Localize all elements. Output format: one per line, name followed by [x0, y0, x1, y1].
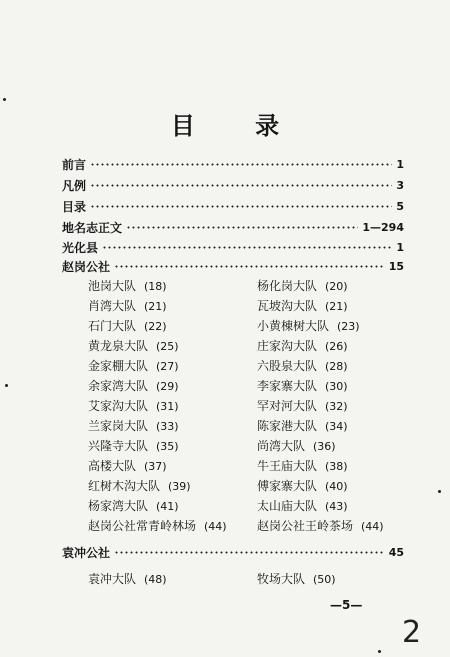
sub-entry[interactable] [257, 377, 348, 395]
sub-page: (35) [156, 440, 179, 453]
toc-entry[interactable] [62, 197, 404, 215]
toc-label: 目录 [62, 199, 87, 214]
toc-page: 3 [396, 178, 404, 192]
sub-entry[interactable] [88, 497, 179, 515]
sub-page: (20) [325, 280, 348, 293]
sub-name: 金家棚大队 [88, 359, 149, 373]
sub-page: (40) [325, 480, 348, 493]
sub-page: (21) [144, 300, 167, 313]
page-title: 目 录 [170, 111, 306, 140]
sub-page: (34) [325, 420, 348, 433]
sub-page: (22) [144, 320, 167, 333]
sub-name: 高楼大队 [88, 459, 137, 473]
sub-name: 李家寨大队 [257, 379, 318, 393]
sub-name: 牛王庙大队 [257, 459, 318, 473]
sub-name: 石门大队 [88, 319, 137, 333]
sub-name: 庄家沟大队 [257, 339, 318, 353]
toc-page: 45 [388, 545, 404, 559]
dot-leader [90, 205, 392, 208]
scan-speck [378, 650, 381, 653]
sub-page: (48) [144, 573, 167, 586]
sub-name: 杨化岗大队 [257, 279, 318, 293]
sub-page: (43) [325, 500, 348, 513]
sub-entry[interactable] [88, 457, 167, 475]
sub-entry[interactable] [88, 377, 179, 395]
sub-entry[interactable] [88, 357, 179, 375]
sub-page: (44) [204, 520, 227, 533]
toc-entry[interactable] [62, 176, 404, 194]
sub-entry[interactable] [257, 297, 348, 315]
sub-name: 赵岗公社常青岭林场 [88, 519, 197, 533]
toc-page: 15 [388, 259, 404, 273]
sub-entry[interactable] [257, 517, 384, 535]
sub-entry[interactable] [257, 457, 348, 475]
sub-entry[interactable] [88, 477, 191, 495]
sub-entry[interactable] [88, 297, 167, 315]
sub-name: 兴隆寺大队 [88, 439, 149, 453]
sub-page: (26) [325, 340, 348, 353]
sub-entry[interactable] [88, 317, 167, 335]
sub-entry[interactable] [88, 570, 167, 588]
toc-entry[interactable] [62, 155, 404, 173]
toc-entry[interactable] [62, 257, 404, 275]
dot-leader [114, 551, 385, 554]
sub-page: (39) [168, 480, 191, 493]
toc-label: 袁冲公社 [62, 545, 111, 560]
sub-page: (28) [325, 360, 348, 373]
sub-page: (36) [313, 440, 336, 453]
sub-name: 肖湾大队 [88, 299, 137, 313]
sub-page: (29) [156, 380, 179, 393]
dot-leader [114, 265, 385, 268]
toc-page: 1 [396, 240, 404, 254]
sub-page: (44) [361, 520, 384, 533]
sub-entry[interactable] [88, 337, 179, 355]
sub-name: 六股泉大队 [257, 359, 318, 373]
sub-page: (23) [337, 320, 360, 333]
sub-page: (32) [325, 400, 348, 413]
dot-leader [90, 163, 392, 166]
sub-entry[interactable] [257, 477, 348, 495]
toc-label: 光化县 [62, 240, 99, 255]
sub-name: 陈家港大队 [257, 419, 318, 433]
sub-entry[interactable] [257, 337, 348, 355]
sub-entry[interactable] [257, 437, 336, 455]
scan-speck [5, 384, 8, 387]
toc-entry-yuanchong[interactable] [62, 543, 404, 561]
sub-page: (21) [325, 300, 348, 313]
sub-entry[interactable] [88, 517, 227, 535]
sub-name: 杨家湾大队 [88, 499, 149, 513]
toc-label: 地名志正文 [62, 220, 123, 235]
sub-entry[interactable] [257, 570, 336, 588]
sub-entry[interactable] [257, 317, 360, 335]
sub-name: 牧场大队 [257, 572, 306, 586]
toc-page: 5 [396, 199, 404, 213]
sub-page: (27) [156, 360, 179, 373]
sub-entry[interactable] [88, 417, 179, 435]
sub-page: (50) [313, 573, 336, 586]
sub-page: (38) [325, 460, 348, 473]
sub-page: (41) [156, 500, 179, 513]
sub-entry[interactable] [88, 397, 179, 415]
sub-name: 袁冲大队 [88, 572, 137, 586]
dot-leader [126, 226, 358, 229]
sub-entry[interactable] [257, 417, 348, 435]
sub-entry[interactable] [88, 277, 167, 295]
scan-speck [3, 98, 6, 101]
toc-page: 1—294 [362, 220, 404, 234]
sub-page: (30) [325, 380, 348, 393]
sub-name: 池岗大队 [88, 279, 137, 293]
sub-page: (31) [156, 400, 179, 413]
sub-name: 兰家岗大队 [88, 419, 149, 433]
dot-leader [102, 246, 392, 249]
toc-entry[interactable] [62, 238, 404, 256]
sub-entry[interactable] [257, 357, 348, 375]
sub-page: (37) [144, 460, 167, 473]
sub-name: 艾家沟大队 [88, 399, 149, 413]
sub-name: 傅家寨大队 [257, 479, 318, 493]
sub-page: (18) [144, 280, 167, 293]
sub-name: 小黄棟树大队 [257, 319, 330, 333]
sub-name: 太山庙大队 [257, 499, 318, 513]
sub-name: 余家湾大队 [88, 379, 149, 393]
toc-entry[interactable] [62, 218, 404, 236]
sub-page: (33) [156, 420, 179, 433]
sub-name: 红树木沟大队 [88, 479, 161, 493]
sub-name: 黄龙泉大队 [88, 339, 149, 353]
toc-label: 赵岗公社 [62, 259, 111, 274]
dot-leader [90, 184, 392, 187]
sub-name: 罕对河大队 [257, 399, 318, 413]
sub-page: (25) [156, 340, 179, 353]
page-number: —5— [330, 598, 363, 612]
sub-entry[interactable] [257, 277, 348, 295]
toc-label: 前言 [62, 157, 87, 172]
sub-name: 赵岗公社王岭茶场 [257, 519, 354, 533]
sub-name: 尚湾大队 [257, 439, 306, 453]
sub-entry[interactable] [257, 397, 348, 415]
sub-entry[interactable] [88, 437, 179, 455]
handwritten-mark: 2 [402, 615, 422, 650]
scan-speck [438, 490, 441, 493]
toc-label: 凡例 [62, 178, 87, 193]
sub-name: 瓦坡沟大队 [257, 299, 318, 313]
toc-page: 1 [396, 157, 404, 171]
sub-entry[interactable] [257, 497, 348, 515]
